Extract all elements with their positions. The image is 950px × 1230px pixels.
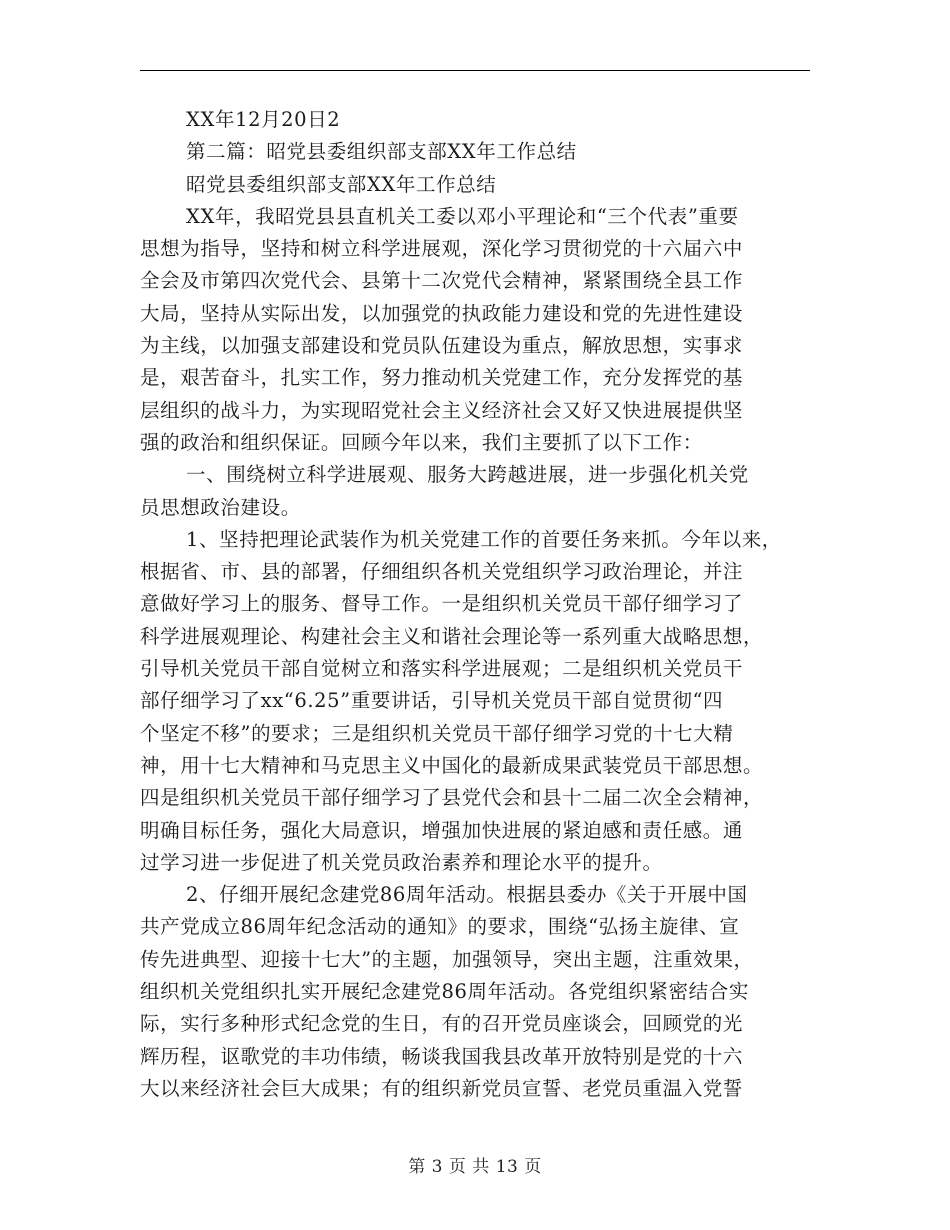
text-line: 神，用十七大精神和马克思主义中国化的最新成果武装党员干部思想。: [140, 753, 764, 777]
page-number: 第 3 页 共 13 页: [408, 1157, 542, 1177]
text-line: 大以来经济社会巨大成果；有的组织新党员宣誓、老党员重温入党誓: [140, 1076, 744, 1100]
text-line: 共产党成立86周年纪念活动的通知》的要求，围绕“弘扬主旋律、宣: [140, 915, 740, 939]
text-line: 强的政治和组织保证。回顾今年以来，我们主要抓了以下工作：: [140, 430, 703, 454]
text-line: 部仔细学习了xx“6.25”重要讲话，引导机关党员干部自觉贯彻“四: [140, 689, 724, 713]
text-line: 传先进典型、迎接十七大”的主题，加强领导，突出主题，注重效果，: [140, 947, 754, 971]
text-line: 大局，坚持从实际出发，以加强党的执政能力建设和党的先进性建设: [140, 301, 744, 325]
text-line: 科学进展观理论、构建社会主义和谐社会理论等一系列重大战略思想，: [140, 624, 764, 648]
text-line: 2、仔细开展纪念建党86周年活动。根据县委办《关于开展中国: [186, 883, 748, 907]
text-line: 思想为指导，坚持和树立科学进展观，深化学习贯彻党的十六届六中: [140, 237, 744, 261]
text-line: 四是组织机关党员干部仔细学习了县党代会和县十二届二次全会精神，: [140, 786, 764, 810]
text-line: 昭党县委组织部支部XX年工作总结: [186, 172, 497, 196]
text-line: 一、围绕树立科学进展观、服务大跨越进展，进一步强化机关党: [186, 463, 749, 487]
text-line: 意做好学习上的服务、督导工作。一是组织机关党员干部仔细学习了: [140, 592, 744, 616]
text-line: 引导机关党员干部自觉树立和落实科学进展观；二是组织机关党员干: [140, 657, 744, 681]
text-line: 个坚定不移”的要求；三是组织机关党员干部仔细学习党的十七大精: [140, 721, 734, 745]
text-line: 际，实行多种形式纪念党的生日，有的召开党员座谈会，回顾党的光: [140, 1012, 744, 1036]
text-line: 1、坚持把理论武装作为机关党建工作的首要任务来抓。今年以来，: [186, 527, 782, 551]
text-line: XX年12月20日2: [186, 108, 341, 131]
text-line: 组织机关党组织扎实开展纪念建党86周年活动。各党组织紧密结合实: [140, 980, 749, 1004]
text-line: 全会及市第四次党代会、县第十二次党代会精神，紧紧围绕全县工作: [140, 269, 744, 293]
text-line: 为主线，以加强支部建设和党员队伍建设为重点，解放思想，实事求: [140, 334, 744, 358]
text-line: 根据省、市、县的部署，仔细组织各机关党组织学习政治理论，并注: [140, 560, 744, 584]
text-line: 辉历程，讴歌党的丰功伟绩，畅谈我国我县改革开放特别是党的十六: [140, 1044, 744, 1068]
text-line: 过学习进一步促进了机关党员政治素养和理论水平的提升。: [140, 850, 663, 874]
text-line: 明确目标任务，强化大局意识，增强加快进展的紧迫感和责任感。通: [140, 818, 744, 842]
text-line: XX年，我昭党县县直机关工委以邓小平理论和“三个代表”重要: [186, 204, 739, 228]
text-line: 员思想政治建设。: [140, 495, 301, 519]
text-line: 第二篇：昭党县委组织部支部XX年工作总结: [186, 140, 577, 164]
text-line: 层组织的战斗力，为实现昭党社会主义经济社会又好又快进展提供坚: [140, 398, 744, 422]
header-rule: [140, 70, 810, 71]
text-line: 是，艰苦奋斗，扎实工作，努力推动机关党建工作，充分发挥党的基: [140, 366, 744, 390]
document-body: [140, 104, 820, 1105]
